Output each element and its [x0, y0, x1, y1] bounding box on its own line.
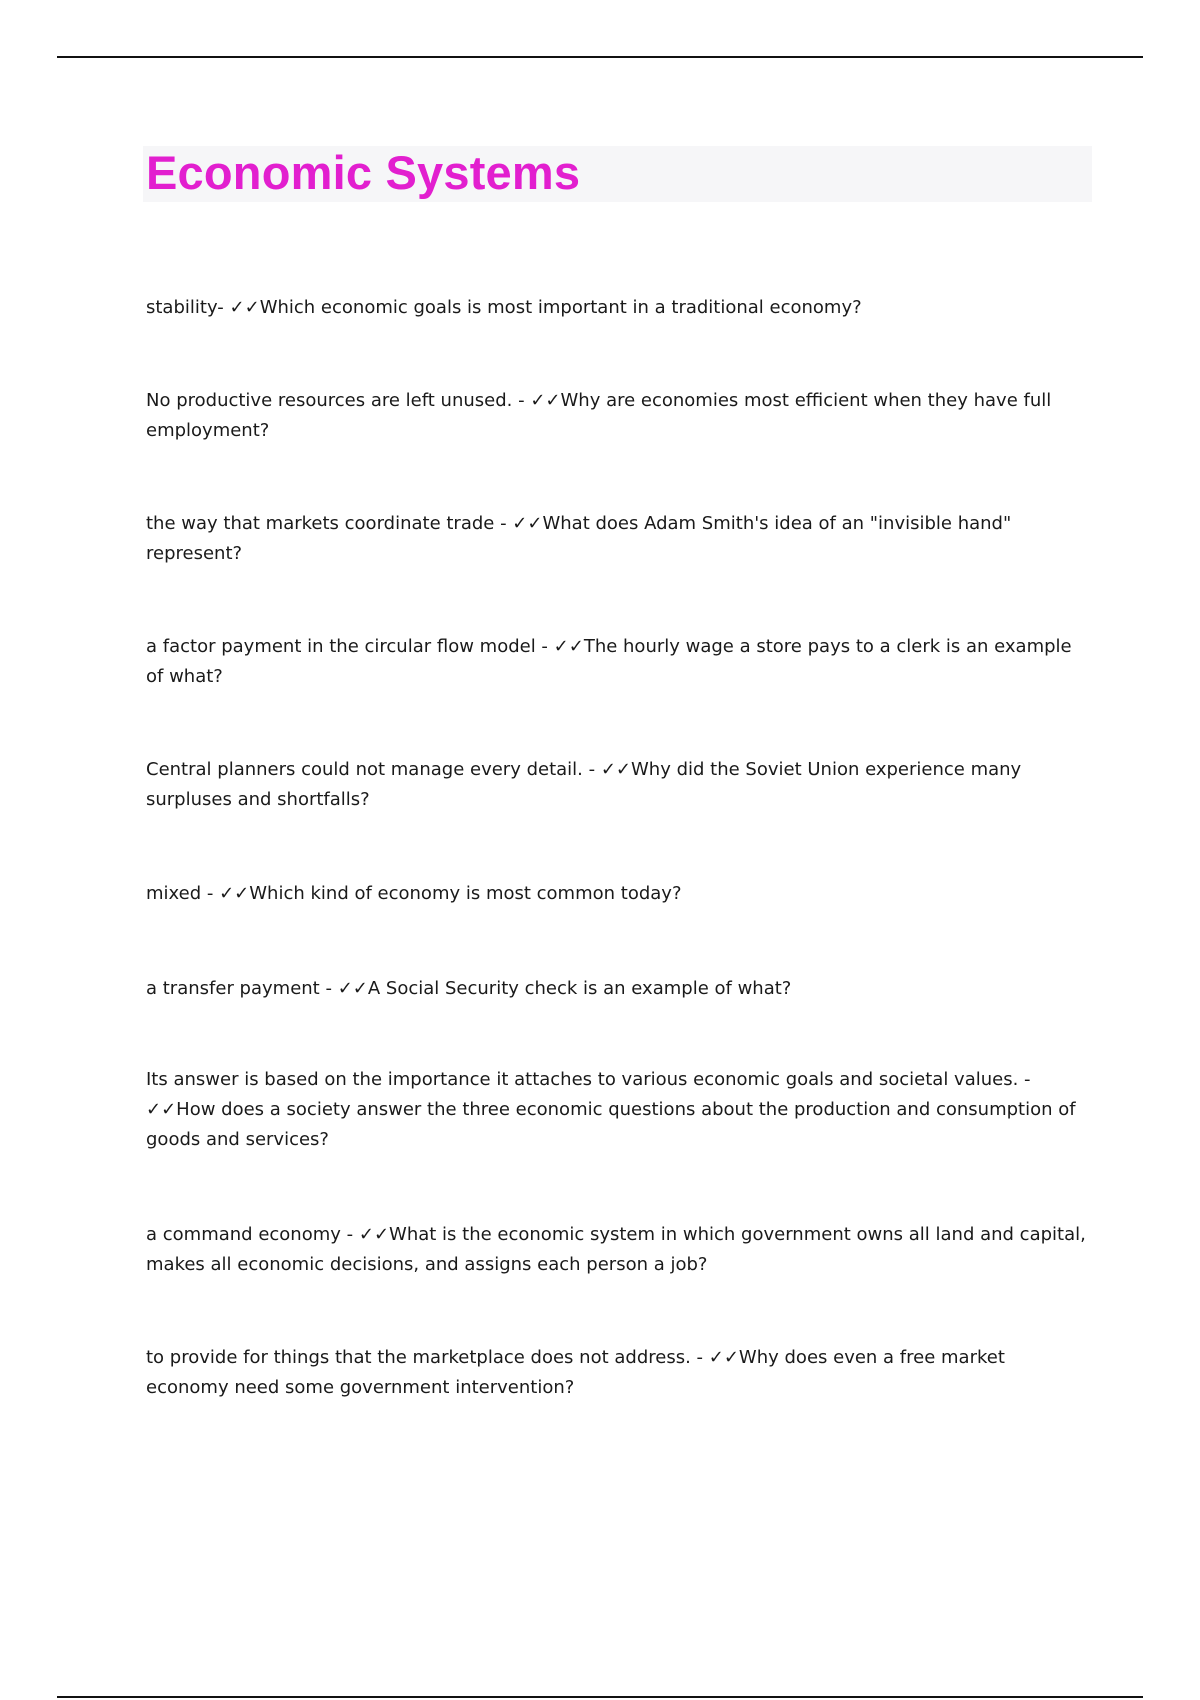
double-check-icon: ✓✓ — [229, 297, 260, 318]
question-text: A Social Security check is an example of what? — [367, 978, 792, 999]
question-text: The hourly wage a store pays to a clerk is an example of what? — [146, 636, 1072, 687]
answer-text: the way that markets coordinate trade - — [146, 513, 513, 534]
double-check-icon: ✓✓ — [146, 1099, 177, 1120]
double-check-icon: ✓✓ — [708, 1347, 739, 1368]
answer-text: Its answer is based on the importance it attaches to various economic goals and societal values. - — [146, 1069, 1031, 1090]
double-check-icon: ✓✓ — [358, 1224, 390, 1245]
qa-item — [146, 1220, 1092, 1280]
question-text: Why does even a free market economy need some government intervention? — [146, 1347, 1005, 1398]
qa-item — [146, 755, 1092, 815]
question-text: How does a society answer the three economic questions about the production and consumption of goods and services? — [146, 1099, 1076, 1150]
double-check-icon: ✓✓ — [337, 978, 368, 999]
question-text: What is the economic system in which government owns all land and capital, makes all economic decisions, and assigns each person a job? — [146, 1224, 1086, 1275]
qa-item — [146, 1065, 1092, 1155]
qa-item — [146, 974, 1092, 1004]
bottom-rule — [57, 1696, 1143, 1698]
answer-text: a command economy - — [146, 1224, 359, 1245]
double-check-icon: ✓✓ — [219, 883, 250, 904]
question-text: What does Adam Smith's idea of an "invisible hand" represent? — [146, 513, 1012, 564]
question-text: Why did the Soviet Union experience many surpluses and shortfalls? — [146, 759, 1022, 810]
qa-item — [146, 1343, 1092, 1403]
qa-item — [146, 509, 1092, 569]
answer-text: a transfer payment - — [146, 978, 338, 999]
top-rule — [57, 56, 1143, 58]
qa-item — [146, 386, 1092, 446]
double-check-icon: ✓✓ — [600, 759, 631, 780]
double-check-icon: ✓✓ — [530, 390, 561, 411]
document-title: Economic Systems — [146, 146, 581, 199]
qa-item — [146, 632, 1092, 692]
double-check-icon: ✓✓ — [512, 513, 543, 534]
answer-text: mixed - — [146, 883, 220, 904]
question-text: Why are economies most efficient when they have full employment? — [146, 390, 1052, 441]
answer-text: a factor payment in the circular flow model - — [146, 636, 554, 657]
answer-text: No productive resources are left unused. - — [146, 390, 531, 411]
question-text: Which economic goals is most important in a traditional economy? — [259, 297, 862, 318]
answer-text: to provide for things that the marketplace does not address. - — [146, 1347, 709, 1368]
qa-item — [146, 293, 1092, 323]
double-check-icon: ✓✓ — [553, 636, 584, 657]
question-text: Which kind of economy is most common today? — [249, 883, 682, 904]
answer-text: stability- — [146, 297, 230, 318]
answer-text: Central planners could not manage every detail. - — [146, 759, 601, 780]
qa-item — [146, 879, 1092, 909]
